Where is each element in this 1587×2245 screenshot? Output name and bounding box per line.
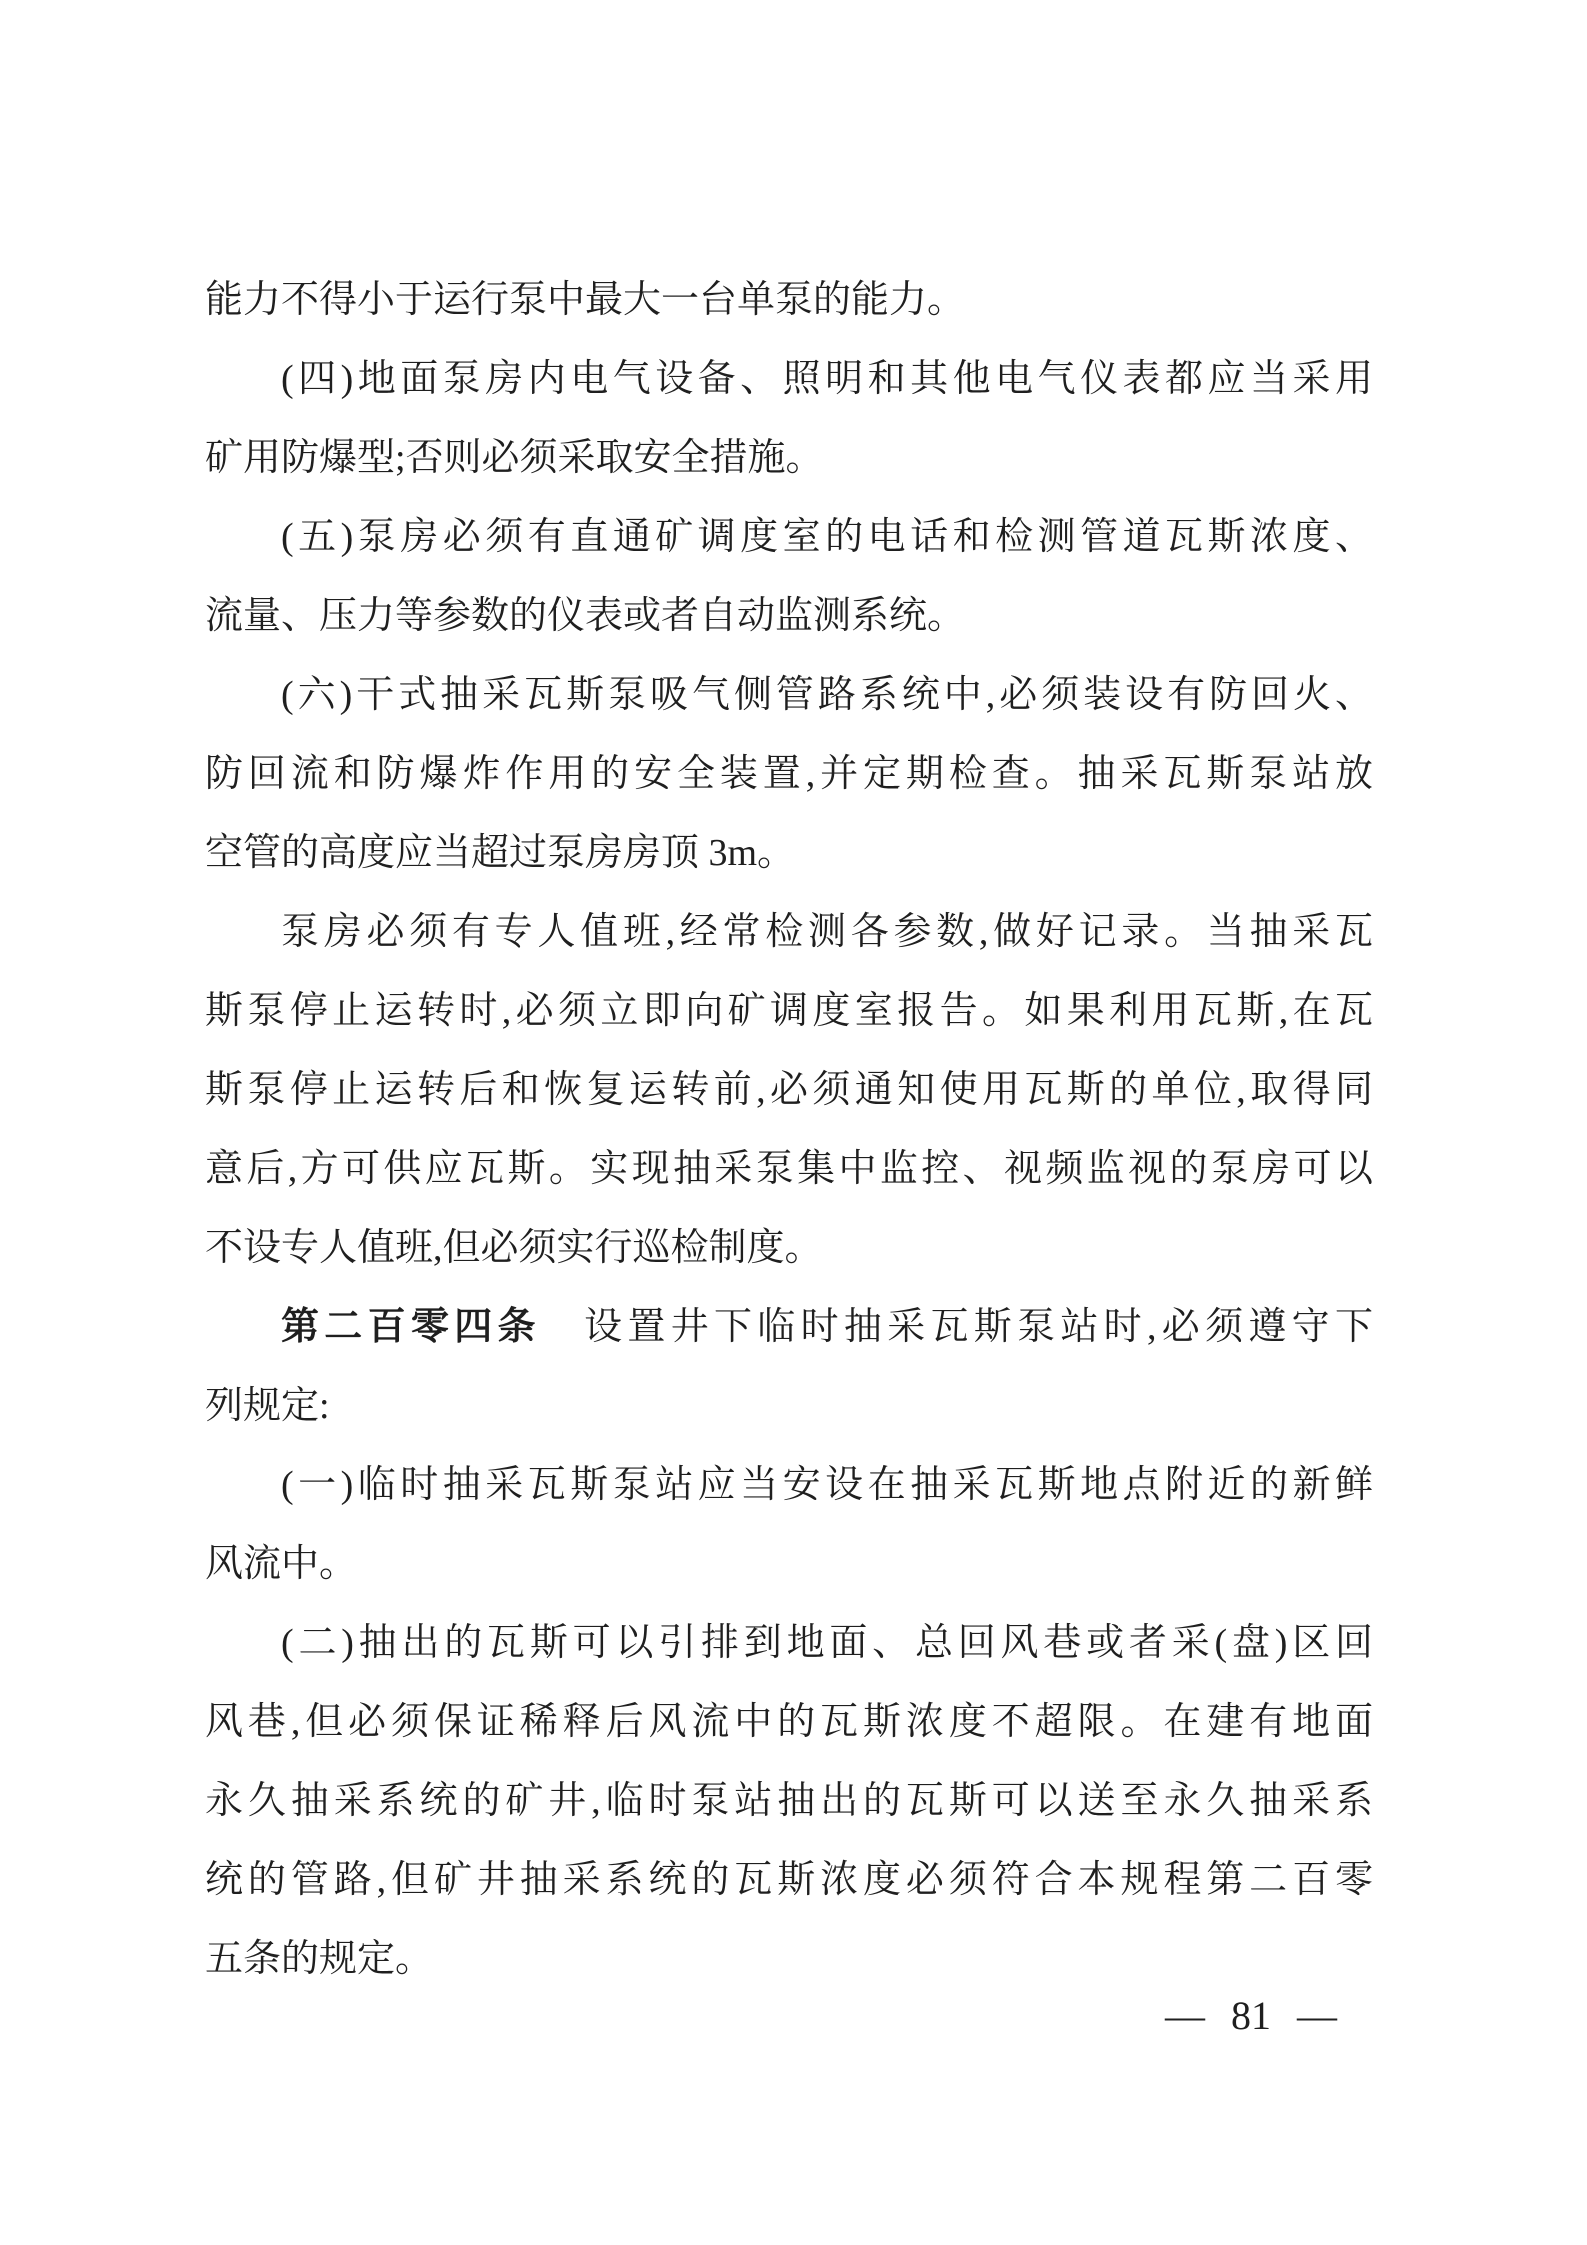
text-line (205, 656, 1373, 735)
text-line (205, 972, 1373, 1051)
text-line (205, 1130, 1373, 1209)
text-line (205, 1762, 1373, 1841)
text-line (205, 1920, 1373, 1999)
text-line (205, 735, 1373, 814)
text-segment: 能力不得小于运行泵中最大一台单泵的能力。 (205, 279, 966, 321)
text-line (205, 1209, 1373, 1288)
page-number: 81 (1231, 1993, 1271, 2038)
text-segment: (二)抽出的瓦斯可以引排到地面、总回风巷或者采(盘)区回 (281, 1622, 1373, 1664)
text-line (205, 340, 1373, 419)
text-line (205, 419, 1373, 498)
text-segment: (四)地面泵房内电气设备、照明和其他电气仪表都应当采用 (281, 358, 1373, 400)
text-segment: 斯泵停止运转时,必须立即向矿调度室报告。如果利用瓦斯,在瓦 (205, 990, 1373, 1032)
text-line (205, 893, 1373, 972)
text-segment: 意后,方可供应瓦斯。实现抽采泵集中监控、视频监视的泵房可以 (205, 1148, 1373, 1190)
text-segment: 防回流和防爆炸作用的安全装置,并定期检查。抽采瓦斯泵站放 (205, 753, 1373, 795)
text-segment: (一)临时抽采瓦斯泵站应当安设在抽采瓦斯地点附近的新鲜 (281, 1464, 1373, 1506)
text-line (205, 1288, 1373, 1367)
text-segment: (五)泵房必须有直通矿调度室的电话和检测管道瓦斯浓度、 (281, 516, 1373, 558)
text-segment: 风流中。 (205, 1543, 358, 1585)
text-segment: 统的管路,但矿井抽采系统的瓦斯浓度必须符合本规程第二百零 (205, 1859, 1373, 1901)
footer-dash-right: — (1297, 1993, 1337, 2038)
text-segment: (六)干式抽采瓦斯泵吸气侧管路系统中,必须装设有防回火、 (281, 674, 1373, 716)
text-segment: 设置井下临时抽采瓦斯泵站时,必须遵守下 (540, 1306, 1373, 1348)
document-text (205, 261, 1373, 1999)
article-number: 第二百零四条 (281, 1306, 541, 1348)
text-segment: 不设专人值班,但必须实行巡检制度。 (205, 1227, 823, 1269)
text-line (205, 1446, 1373, 1525)
text-segment: 风巷,但必须保证稀释后风流中的瓦斯浓度不超限。在建有地面 (205, 1701, 1373, 1743)
text-line (205, 1525, 1373, 1604)
text-segment: 矿用防爆型;否则必须采取安全措施。 (205, 437, 824, 479)
text-segment: 流量、压力等参数的仪表或者自动监测系统。 (205, 595, 966, 637)
text-line (205, 1051, 1373, 1130)
page-footer (1165, 1990, 1337, 2042)
text-segment: 列规定: (205, 1385, 330, 1427)
text-line (205, 1841, 1373, 1920)
text-segment: 空管的高度应当超过泵房房顶 3m。 (205, 832, 796, 874)
text-line (205, 498, 1373, 577)
text-segment: 永久抽采系统的矿井,临时泵站抽出的瓦斯可以送至永久抽采系 (205, 1780, 1373, 1822)
text-line (205, 261, 1373, 340)
text-line (205, 814, 1373, 893)
text-segment: 斯泵停止运转后和恢复运转前,必须通知使用瓦斯的单位,取得同 (205, 1069, 1373, 1111)
text-line (205, 577, 1373, 656)
footer-dash-left: — (1165, 1993, 1205, 2038)
text-line (205, 1604, 1373, 1683)
text-line (205, 1367, 1373, 1446)
text-line (205, 1683, 1373, 1762)
text-segment: 五条的规定。 (205, 1938, 434, 1980)
text-segment: 泵房必须有专人值班,经常检测各参数,做好记录。当抽采瓦 (281, 911, 1373, 953)
